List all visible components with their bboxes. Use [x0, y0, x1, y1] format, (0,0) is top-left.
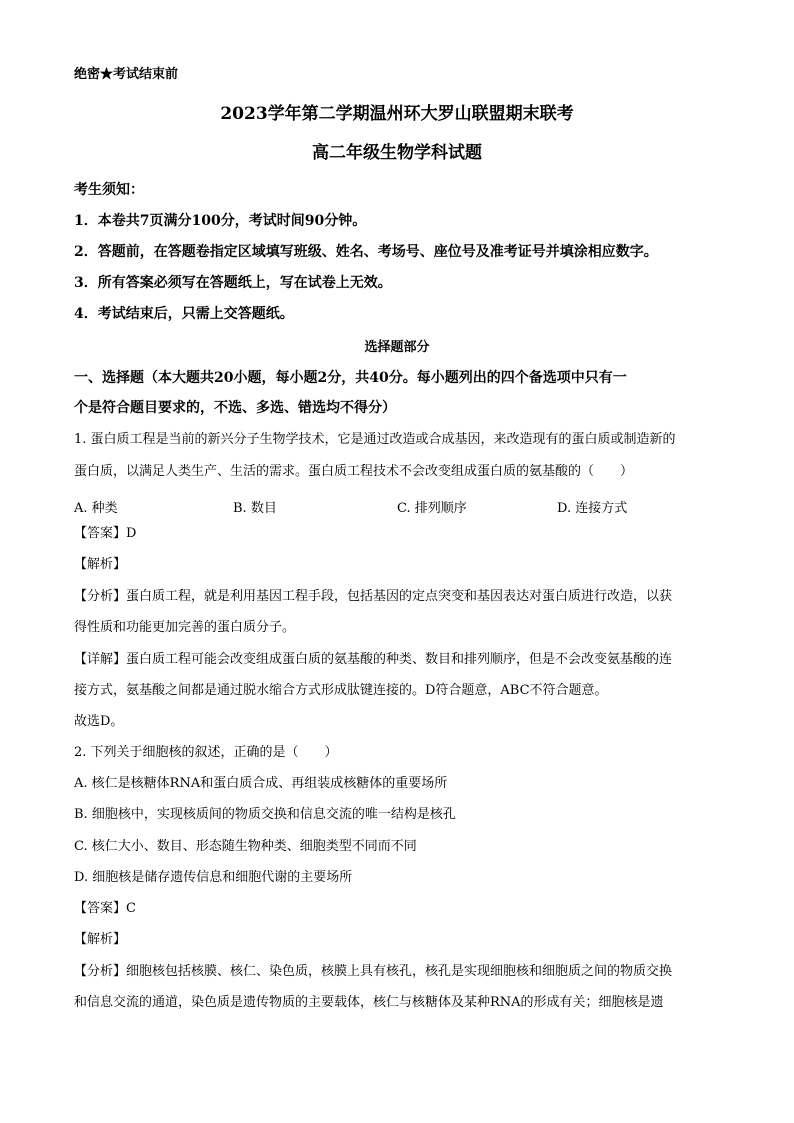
option-d: D. 细胞核是储存遗传信息和细胞代谢的主要场所 [74, 870, 353, 885]
analysis-text: 和信息交流的通道，染色质是遗传物质的主要载体，核仁与核糖体及某种RNA的形成有关；细胞核是遗 [74, 995, 664, 1010]
option-b: B. 数目 [233, 501, 277, 516]
analysis-text: 得性质和功能更加完善的蛋白质分子。 [74, 620, 296, 635]
option-a: A. 核仁是核糖体RNA和蛋白质合成、再组装成核糖体的重要场所 [74, 776, 448, 791]
analysis-text: 【分析】蛋白质工程，就是利用基因工程手段，包括基因的定点突变和基因表达对蛋白质进行改造，以获 [74, 589, 673, 604]
question-stem: 1. 蛋白质工程是当前的新兴分子生物学技术，它是通过改造或合成基因，来改造现有的蛋白质或制造新的 [74, 432, 676, 447]
analysis-label: 【解析】 [74, 932, 127, 947]
question-stem: 蛋白质，以满足人类生产、生活的需求。蛋白质工程技术不会改变组成蛋白质的氨基酸的（ ） [74, 464, 634, 479]
conclusion-text: 故选D。 [74, 714, 124, 729]
section-title: 选择题部分 [364, 340, 430, 355]
notice-item: 3．所有答案必须写在答题纸上，写在试卷上无效。 [74, 275, 392, 291]
detail-text: 【详解】蛋白质工程可能会改变组成蛋白质的氨基酸的种类、数目和排列顺序，但是不会改变氨基酸的连 [74, 652, 673, 667]
exam-title: 2023学年第二学期温州环大罗山联盟期末联考 [220, 104, 574, 124]
detail-text: 接方式，氨基酸之间都是通过脱水缩合方式形成肽键连接的。D符合题意，ABC不符合题意。 [74, 683, 608, 698]
question-stem: 2. 下列关于细胞核的叙述，正确的是（ ） [74, 745, 338, 760]
analysis-text: 【分析】细胞核包括核膜、核仁、染色质，核膜上具有核孔，核孔是实现细胞核和细胞质之间的物质交换 [74, 964, 673, 979]
option-c: C. 排列顺序 [397, 501, 467, 516]
option-a: A. 种类 [74, 501, 118, 516]
answer-label: 【答案】D [74, 526, 137, 541]
option-b: B. 细胞核中，实现核质间的物质交换和信息交流的唯一结构是核孔 [74, 807, 456, 822]
option-d: D. 连接方式 [557, 501, 628, 516]
section-instruction: 一、选择题（本大题共20小题，每小题2分，共40分。每小题列出的四个备选项中只有一 [74, 370, 627, 386]
section-instruction: 个是符合题目要求的，不选、多选、错选均不得分） [74, 400, 396, 416]
answer-label: 【答案】C [74, 901, 136, 916]
option-c: C. 核仁大小、数目、形态随生物种类、细胞类型不同而不同 [74, 839, 417, 854]
notice-item: 2．答题前，在答题卷指定区域填写班级、姓名、考场号、座位号及准考证号并填涂相应数字。 [74, 244, 658, 260]
notice-item: 4．考试结束后，只需上交答题纸。 [74, 306, 294, 322]
exam-subtitle: 高二年级生物学科试题 [312, 143, 482, 163]
notice-heading: 考生须知： [74, 182, 144, 198]
analysis-label: 【解析】 [74, 557, 127, 572]
secret-mark: 绝密★考试结束前 [74, 67, 179, 82]
notice-item: 1．本卷共7页满分100分，考试时间90分钟。 [74, 213, 367, 229]
